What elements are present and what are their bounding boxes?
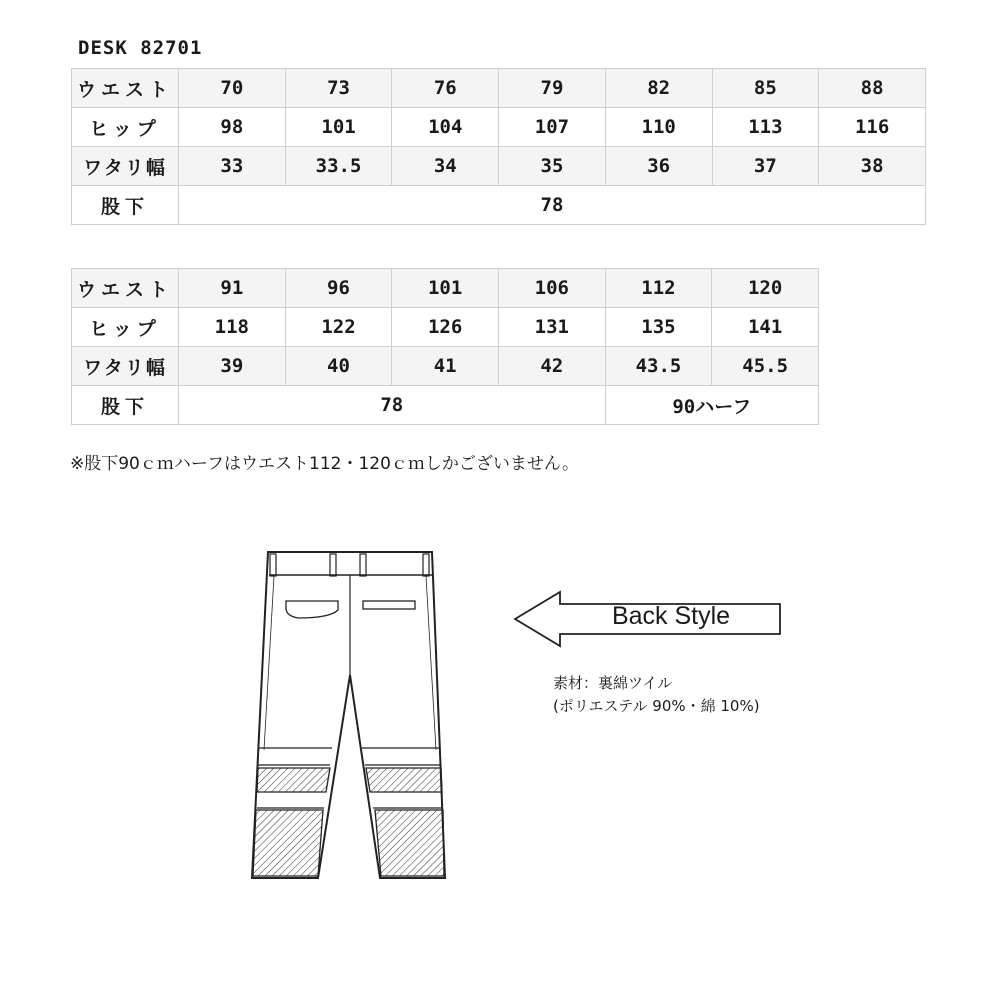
table-cell: 112 — [605, 269, 712, 308]
table-cell: 34 — [392, 147, 499, 186]
size-table-2 — [71, 268, 819, 425]
table-cell: 37 — [712, 147, 819, 186]
table-cell-inseam-half: 90ハーフ — [605, 386, 818, 425]
table-row-thigh — [72, 347, 819, 386]
table-cell: 45.5 — [712, 347, 819, 386]
table-cell: 70 — [179, 69, 286, 108]
table-cell: 120 — [712, 269, 819, 308]
table-cell: 88 — [819, 69, 926, 108]
material-line-1: 素材：裏綿ツイル — [553, 674, 673, 692]
table-cell: 122 — [285, 308, 392, 347]
table-row-waist — [72, 69, 926, 108]
table-cell: 106 — [498, 269, 605, 308]
table-cell-inseam: 78 — [179, 386, 606, 425]
table-row-inseam — [72, 386, 819, 425]
material-line-2: (ポリエステル 90%・綿 10%) — [553, 697, 760, 715]
table-cell: 82 — [605, 69, 712, 108]
table-cell: 41 — [392, 347, 499, 386]
table-row-hip — [72, 308, 819, 347]
row-label-hip: ヒップ — [72, 308, 179, 347]
row-label-thigh: ワタリ幅 — [72, 147, 179, 186]
table-cell: 104 — [392, 108, 499, 147]
table-cell: 126 — [392, 308, 499, 347]
size-table-1 — [71, 68, 926, 225]
pants-back-illustration — [240, 540, 460, 885]
table-cell: 43.5 — [605, 347, 712, 386]
table-cell: 42 — [498, 347, 605, 386]
table-cell: 35 — [499, 147, 606, 186]
table-cell: 85 — [712, 69, 819, 108]
table-cell: 40 — [285, 347, 392, 386]
footnote: ※股下90ｃｍハーフはウエスト112・120ｃｍしかございません。 — [70, 454, 579, 474]
row-label-waist: ウエスト — [72, 269, 179, 308]
product-code: DESK 82701 — [78, 37, 203, 59]
material-info — [553, 672, 760, 718]
table-row-thigh — [72, 147, 926, 186]
back-style-label: Back Style — [611, 602, 731, 630]
row-label-waist: ウエスト — [72, 69, 179, 108]
table-cell-inseam: 78 — [179, 186, 926, 225]
table-cell: 118 — [179, 308, 286, 347]
table-cell: 76 — [392, 69, 499, 108]
table-cell: 96 — [285, 269, 392, 308]
table-cell: 33 — [179, 147, 286, 186]
table-cell: 135 — [605, 308, 712, 347]
table-cell: 110 — [605, 108, 712, 147]
row-label-inseam: 股下 — [72, 186, 179, 225]
table-cell: 79 — [499, 69, 606, 108]
table-row-inseam — [72, 186, 926, 225]
table-row-hip — [72, 108, 926, 147]
row-label-hip: ヒップ — [72, 108, 179, 147]
table-cell: 101 — [285, 108, 392, 147]
table-row-waist — [72, 269, 819, 308]
table-cell: 39 — [179, 347, 286, 386]
row-label-inseam: 股下 — [72, 386, 179, 425]
table-cell: 36 — [605, 147, 712, 186]
table-cell: 116 — [819, 108, 926, 147]
row-label-thigh: ワタリ幅 — [72, 347, 179, 386]
table-cell: 73 — [285, 69, 392, 108]
table-cell: 107 — [499, 108, 606, 147]
table-cell: 141 — [712, 308, 819, 347]
table-cell: 33.5 — [285, 147, 392, 186]
table-cell: 38 — [819, 147, 926, 186]
table-cell: 101 — [392, 269, 499, 308]
table-cell: 91 — [179, 269, 286, 308]
table-cell: 113 — [712, 108, 819, 147]
table-cell: 131 — [498, 308, 605, 347]
table-cell: 98 — [179, 108, 286, 147]
